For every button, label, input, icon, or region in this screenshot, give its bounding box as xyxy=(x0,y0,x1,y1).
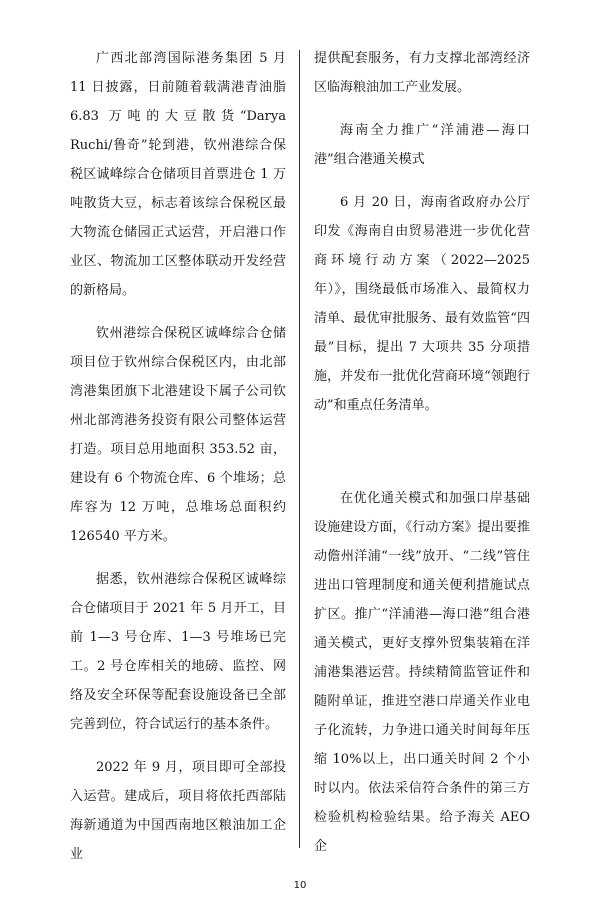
paragraph-construction-status: 据悉，钦州港综合保税区诚峰综合仓储项目于 2021 年 5 月开工，目前 1—3 号仓库、1—3 号堆场已完工。2 号仓库相关的地磅、监控、网络及安全环保等配套设施设备已全部完善到位，符合试运行的基本条件。 xyxy=(70,572,286,732)
paragraph-project-overview: 钦州港综合保税区诚峰综合仓储项目位于钦州综合保税区内，由北部湾港集团旗下北港建设下属子公司钦州北部湾港务投资有限公司整体运营打造。项目总用地面积 353.52 亩，建设有 6 个物流仓库、6 个堆场；总库容为 12 万吨，总堆场总面积约 126540 平方米。 xyxy=(70,326,286,544)
section-heading: 海南全力推广“洋浦港—海口港”组合港通关模式 xyxy=(314,123,530,167)
paragraph-port-opening: 广西北部湾国际港务集团 5 月 11 日披露，日前随着载满港青油脂 6.83 万吨的大豆散货“Darya Ruchi/鲁奇”轮到港，钦州港综合保税区诚峰综合仓储项目首票进仓 1 万吨散货大豆，标志着该综合保税区最大物流仓储园正式运营，开启港口作业区、物流加工区整体联动开发经营的新格局。 xyxy=(70,51,286,298)
column-divider xyxy=(299,50,300,848)
paragraph-continuation: 提供配套服务，有力支撑北部湾经济区临海粮油加工产业发展。 xyxy=(314,51,530,95)
paragraph-customs-clearance: 在优化通关模式和加强口岸基础设施建设方面，《行动方案》提出要推动儋州洋浦“一线”放开、“二线”管住进出口管理制度和通关便利措施试点扩区。推广“洋浦港—海口港”组合港通关模式，更好支撑外贸集装箱在洋浦港集港运营。持续精简监管证件和随附单证，推进空港口岸通关作业电子化流转，力争进口通关时间每年压缩 10%以上，出口通关时间 2 个小时以内。依法采信符合条件的第三方检验机构检验结果。给予海关 AEO 企 xyxy=(314,491,530,854)
page-number: 10 xyxy=(293,880,307,891)
right-column xyxy=(314,44,530,861)
paragraph-operation-plan: 2022 年 9 月，项目即可全部投入运营。建成后，项目将依托西部陆海新通道为中国西南地区粮油加工企业 xyxy=(70,760,286,862)
paragraph-action-plan: 6 月 20 日，海南省政府办公厅印发《海南自由贸易港进一步优化营商环境行动方案（2022—2025 年）》，围绕最低市场准入、最简权力清单、最优审批服务、最有效监管“四最”目标，提出 7 大项共 35 分项措施，并发布一批优化营商环境“领跑行动”和重点任务清单。 xyxy=(314,195,530,413)
left-column xyxy=(70,44,286,869)
